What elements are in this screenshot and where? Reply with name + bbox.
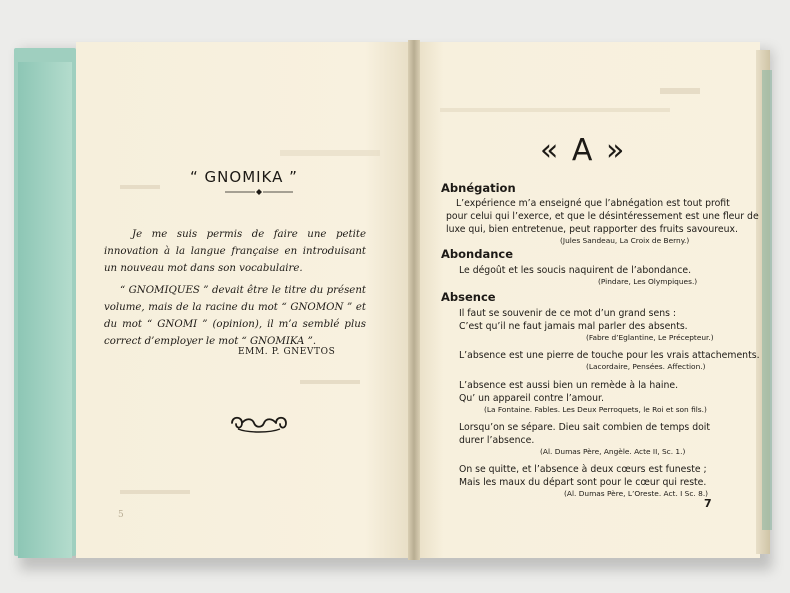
- quote-line: C’est qu’il ne faut jamais mal parler des absents.: [459, 321, 688, 332]
- entry-heading-absence: Absence: [441, 290, 496, 304]
- show-through: [280, 150, 380, 156]
- quote-line: Lorsqu’on se sépare. Dieu sait combien de temps doit: [459, 422, 711, 433]
- quote-line: luxe qui, bien entretenue, peut rapporter des fruits savoureux.: [446, 224, 738, 235]
- quote-line: On se quitte, et l’absence à deux cœurs est funeste ;: [459, 464, 707, 475]
- back-cover-edge: [762, 70, 772, 530]
- quote-source: (Lacordaire, Pensées. Affection.): [586, 362, 706, 371]
- quote-source: (Jules Sandeau, La Croix de Berny.): [560, 236, 690, 245]
- right-page-number: 7: [704, 497, 712, 510]
- quote-line: pour celui qui l’exerce, et que le désintéressement est une fleur de: [446, 211, 759, 222]
- quote-source: (Al. Dumas Père, Angèle. Acte II, Sc. 1.): [540, 447, 686, 456]
- quote-line: L’absence est une pierre de touche pour les vrais attachements.: [459, 350, 760, 361]
- show-through: [120, 490, 190, 494]
- quote-line: L’absence est aussi bien un remède à la haine.: [459, 380, 679, 391]
- quote-source: (Al. Dumas Père, L’Oreste. Act. I Sc. 8.): [564, 489, 709, 498]
- intro-paragraph: Je me suis permis de faire une petite innovation à la langue française en introduisant un nouveau mot dans son vocabulaire.: [104, 229, 366, 274]
- quote-line: Le dégoût et les soucis naquirent de l’abondance.: [459, 265, 692, 276]
- show-through: [120, 185, 160, 189]
- quote-line: durer l’absence.: [459, 435, 535, 446]
- entry-heading-abnegation: Abnégation: [441, 181, 516, 195]
- show-through: [440, 108, 670, 112]
- entry-heading-abondance: Abondance: [441, 247, 514, 261]
- quote-source: (La Fontaine. Fables. Les Deux Perroquets, le Roi et son fils.): [484, 405, 707, 414]
- quote-line: Il faut se souvenir de ce mot d’un grand sens :: [459, 308, 677, 319]
- quote-source: (Pindare, Les Olympiques.): [598, 277, 698, 286]
- left-page-title: “ GNOMIKA ”: [190, 168, 298, 186]
- left-page-number: 5: [118, 510, 124, 520]
- show-through: [660, 88, 700, 94]
- letter-heading: « A »: [540, 133, 627, 168]
- decorative-flourish-icon: [228, 412, 290, 434]
- quote-line: L’expérience m’a enseigné que l’abnégation est tout profit: [456, 198, 730, 209]
- author-signature: EMM. P. GNEVTOS: [238, 347, 336, 357]
- title-divider-ornament: [225, 188, 293, 196]
- explanation-paragraph: “ GNOMIQUES ” devait être le titre du présent volume, mais de la racine du mot “ GNOMON ” et du mot “ GNOMI ” (opinion), il m’a semblé plus correct d’employer le mot “ GNOMIKA ”.: [104, 285, 366, 347]
- book-gutter: [408, 40, 420, 560]
- quote-line: Qu’ un appareil contre l’amour.: [459, 393, 604, 404]
- quote-line: Mais les maux du départ sont pour le cœur qui reste.: [459, 477, 707, 488]
- cover-inner: [18, 62, 72, 558]
- quote-source: (Fabre d’Eglantine, Le Précepteur.): [586, 333, 714, 342]
- book-cover-edge: [14, 48, 76, 556]
- show-through: [300, 380, 360, 384]
